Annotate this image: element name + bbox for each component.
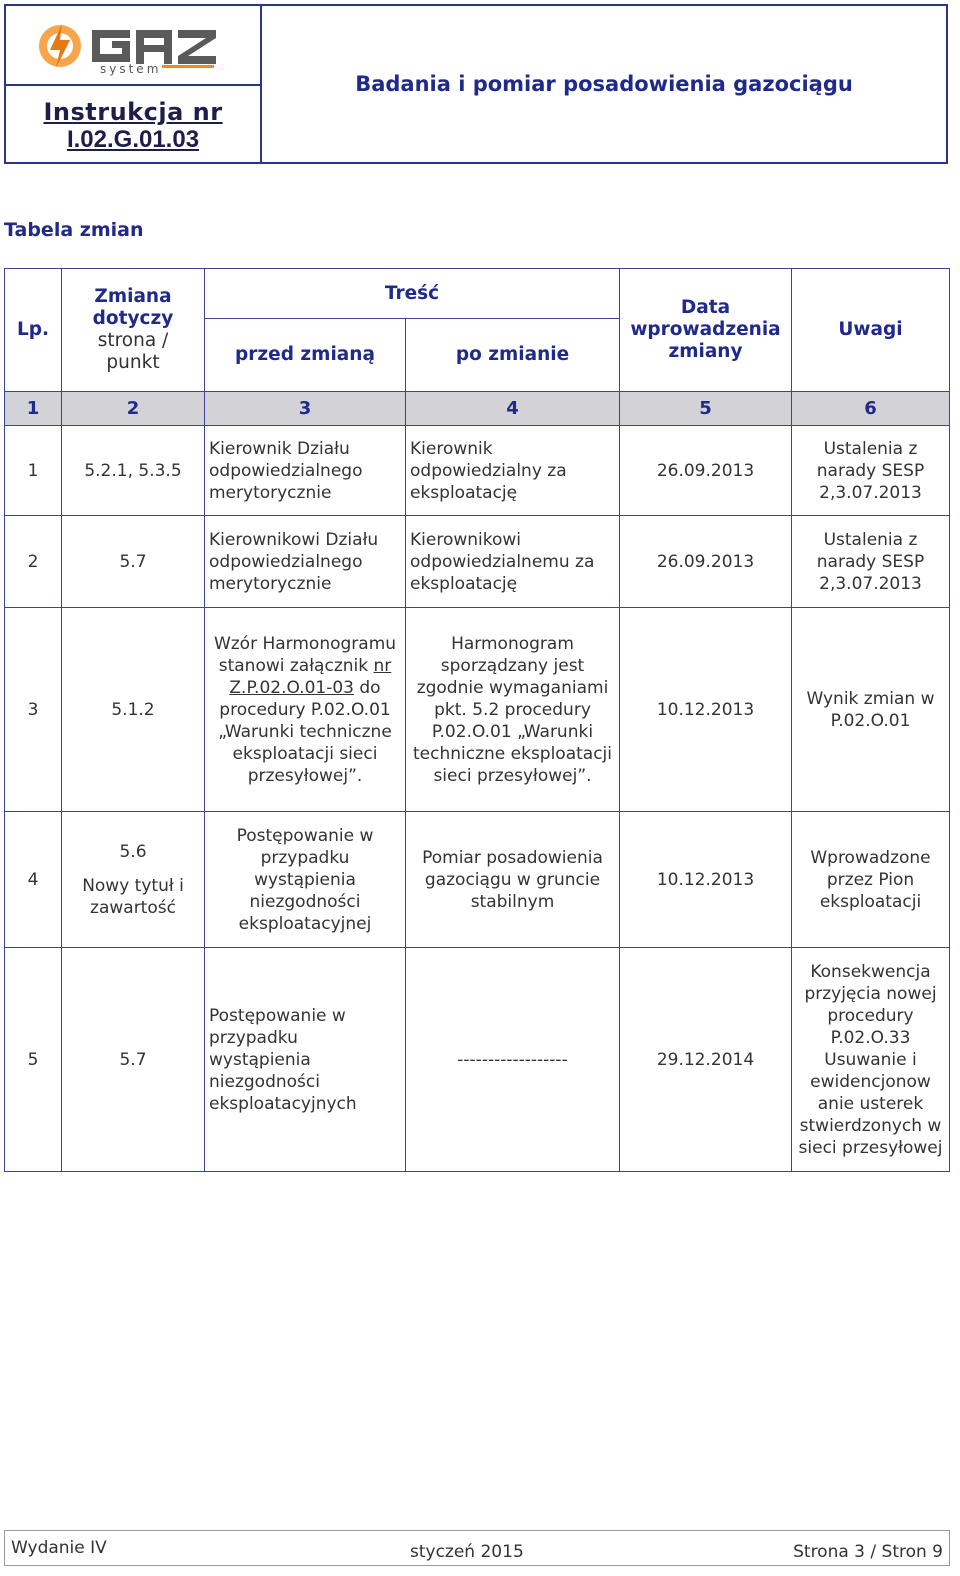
column-number-row (5, 392, 950, 426)
row-date: 10.12.2013 (620, 608, 792, 812)
row-lp: 2 (5, 516, 62, 608)
title-cell (262, 6, 946, 162)
table-row (5, 812, 950, 948)
footer-page-number: Strona 3 / Stron 9 (793, 1542, 943, 1562)
row-lp: 4 (5, 812, 62, 948)
row-after: Pomiar posadowienia gazociągu w gruncie stabilnym (406, 812, 620, 948)
row-after: ------------------ (406, 948, 620, 1172)
table-row (5, 608, 950, 812)
header-change-line2: dotyczy (92, 308, 174, 329)
table-row (5, 948, 950, 1172)
document-header (4, 4, 948, 164)
row-before: Kierownikowi Działu odpowiedzialnego merytorycznie (205, 516, 406, 608)
header-after: po zmianie (406, 319, 620, 392)
column-number: 1 (5, 392, 62, 426)
header-change-line4: punkt (106, 352, 160, 373)
footer-date: styczeń 2015 (410, 1542, 524, 1562)
header-change-line3: strona / (97, 330, 169, 351)
header-date: Data wprowadzenia zmiany (620, 269, 792, 392)
header-before: przed zmianą (205, 319, 406, 392)
instruction-cell (6, 86, 262, 162)
row-point: 5.1.2 (62, 608, 205, 812)
row-before: Kierownik Działu odpowiedzialnego merytorycznie (205, 426, 406, 516)
company-logo (36, 20, 236, 76)
row-point: 5.7 (62, 516, 205, 608)
footer-edition: Wydanie IV (11, 1538, 107, 1558)
column-number: 6 (792, 392, 950, 426)
changes-table (4, 268, 950, 1172)
logo-cell (6, 6, 262, 86)
attachment-link[interactable]: nr Z.P.02.O.01-03 (229, 655, 392, 698)
header-row (5, 269, 950, 319)
column-number: 2 (62, 392, 205, 426)
column-number: 5 (620, 392, 792, 426)
row-notes: Wprowadzone przez Pion eksploatacji (792, 812, 950, 948)
row-notes: Ustalenia z narady SESP 2,3.07.2013 (792, 426, 950, 516)
row-date: 26.09.2013 (620, 516, 792, 608)
row-after: Harmonogram sporządzany jest zgodnie wymaganiami pkt. 5.2 procedury P.02.O.01 „Warunki techniczne eksploatacji sieci przesyłowej”. (406, 608, 620, 812)
row-point-note: Nowy tytuł i zawartość (82, 875, 184, 918)
row-after: Kierownik odpowiedzialny za eksploatację (406, 426, 620, 516)
page-footer (4, 1530, 950, 1566)
row-point: 5.7 (62, 948, 205, 1172)
row-after: Kierownikowi odpowiedzialnemu za eksploatację (406, 516, 620, 608)
row-date: 29.12.2014 (620, 948, 792, 1172)
row-lp: 5 (5, 948, 62, 1172)
row-date: 26.09.2013 (620, 426, 792, 516)
row-before: Postępowanie w przypadku wystąpienia niezgodności eksploatacyjnej (205, 812, 406, 948)
table-row (5, 426, 950, 516)
row-before (205, 608, 406, 812)
header-notes: Uwagi (792, 269, 950, 392)
row-before: Postępowanie w przypadku wystąpienia niezgodności eksploatacyjnych (205, 948, 406, 1172)
header-change-line1: Zmiana (94, 286, 172, 307)
row-notes: Konsekwencja przyjęcia nowej procedury P.02.O.33 Usuwanie i ewidencjonow anie usterek stwierdzonych w sieci przesyłowej (792, 948, 950, 1172)
row-before-text: Wzór Harmonogramu stanowi załącznik (213, 633, 397, 676)
instruction-label: Instrukcja nr (43, 98, 223, 126)
row-before-text-end: do procedury P.02.O.01 „Warunki techniczne eksploatacji sieci przesyłowej”. (218, 677, 392, 786)
instruction-number: I.02.G.01.03 (66, 126, 200, 153)
column-number: 3 (205, 392, 406, 426)
table-row (5, 516, 950, 608)
header-content: Treść (205, 269, 620, 319)
row-point (62, 812, 205, 948)
row-date: 10.12.2013 (620, 812, 792, 948)
svg-text:system: system (100, 62, 162, 76)
row-point: 5.2.1, 5.3.5 (62, 426, 205, 516)
column-number: 4 (406, 392, 620, 426)
table-title: Tabela zmian (4, 219, 144, 241)
row-lp: 3 (5, 608, 62, 812)
header-lp: Lp. (5, 269, 62, 392)
row-point-number: 5.6 (119, 841, 147, 862)
document-title: Badania i pomiar posadowienia gazociągu (355, 72, 853, 96)
row-notes: Ustalenia z narady SESP 2,3.07.2013 (792, 516, 950, 608)
row-notes: Wynik zmian w P.02.O.01 (792, 608, 950, 812)
header-change (62, 269, 205, 392)
row-lp: 1 (5, 426, 62, 516)
